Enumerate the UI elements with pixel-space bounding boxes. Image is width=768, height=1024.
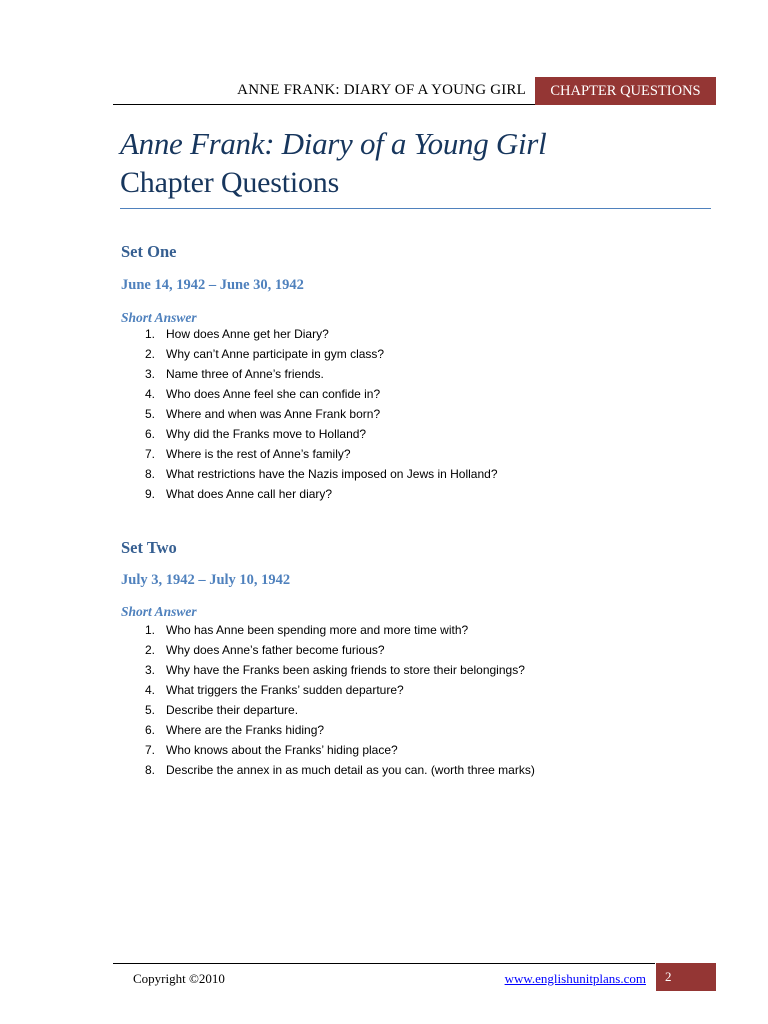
document-subtitle: Chapter Questions (120, 166, 340, 199)
question-text: Describe the annex in as much detail as you can. (worth three marks) (166, 763, 535, 777)
question-text: What triggers the Franks’ sudden departure? (166, 683, 404, 697)
question-item (140, 740, 535, 760)
website-link[interactable]: www.englishunitplans.com (504, 971, 646, 986)
question-item (140, 464, 498, 484)
question-number: 8. (145, 467, 156, 481)
question-item (140, 700, 535, 720)
header-title: ANNE FRANK: DIARY OF A YOUNG GIRL (237, 82, 526, 98)
set-one-subheading: Short Answer (121, 310, 197, 325)
question-item (140, 324, 498, 344)
question-text: Why did the Franks move to Holland? (166, 427, 367, 441)
set-two-heading: Set Two (121, 538, 177, 557)
question-item (140, 364, 498, 384)
question-item (140, 760, 535, 780)
question-number: 2. (145, 643, 156, 657)
set-two-dates: July 3, 1942 – July 10, 1942 (121, 572, 291, 588)
title-divider (120, 208, 711, 209)
question-number: 5. (145, 703, 156, 717)
question-text: Where and when was Anne Frank born? (166, 407, 381, 421)
set-one-dates: June 14, 1942 – June 30, 1942 (121, 277, 304, 293)
question-item (140, 484, 498, 504)
question-text: Who knows about the Franks’ hiding place? (166, 743, 398, 757)
document-title: Anne Frank: Diary of a Young Girl (120, 126, 547, 161)
question-item (140, 344, 498, 364)
header-divider (113, 104, 535, 105)
question-text: What restrictions have the Nazis imposed on Jews in Holland? (166, 467, 498, 481)
question-number: 3. (145, 367, 156, 381)
question-number: 8. (145, 763, 156, 777)
question-text: Who has Anne been spending more and more time with? (166, 623, 469, 637)
header-badge: CHAPTER QUESTIONS (535, 77, 716, 105)
question-item (140, 640, 535, 660)
question-number: 5. (145, 407, 156, 421)
question-item (140, 384, 498, 404)
question-text: Where are the Franks hiding? (166, 723, 325, 737)
set-two-subheading: Short Answer (121, 604, 197, 619)
question-number: 1. (145, 327, 156, 341)
question-number: 7. (145, 743, 156, 757)
question-text: What does Anne call her diary? (166, 487, 333, 501)
question-item (140, 424, 498, 444)
question-item (140, 720, 535, 740)
footer-divider (113, 963, 655, 964)
question-number: 4. (145, 683, 156, 697)
question-number: 2. (145, 347, 156, 361)
page-header (113, 77, 716, 105)
question-number: 4. (145, 387, 156, 401)
question-item (140, 444, 498, 464)
question-number: 7. (145, 447, 156, 461)
question-text: Describe their departure. (166, 703, 299, 717)
set-one-question-list (140, 324, 498, 504)
question-item (140, 680, 535, 700)
set-one-heading: Set One (121, 242, 177, 261)
question-text: How does Anne get her Diary? (166, 327, 329, 341)
question-text: Why can’t Anne participate in gym class? (166, 347, 385, 361)
set-two-question-list (140, 620, 535, 780)
question-item (140, 404, 498, 424)
question-number: 6. (145, 723, 156, 737)
question-text: Name three of Anne’s friends. (166, 367, 324, 381)
question-text: Why does Anne’s father become furious? (166, 643, 385, 657)
page-footer (113, 963, 716, 991)
question-number: 3. (145, 663, 156, 677)
question-number: 6. (145, 427, 156, 441)
page-number: 2 (656, 963, 716, 991)
question-item (140, 660, 535, 680)
question-text: Who does Anne feel she can confide in? (166, 387, 381, 401)
question-number: 9. (145, 487, 156, 501)
question-number: 1. (145, 623, 156, 637)
question-item (140, 620, 535, 640)
question-text: Where is the rest of Anne’s family? (166, 447, 351, 461)
copyright-text: Copyright ©2010 (133, 971, 225, 986)
question-text: Why have the Franks been asking friends to store their belongings? (166, 663, 525, 677)
